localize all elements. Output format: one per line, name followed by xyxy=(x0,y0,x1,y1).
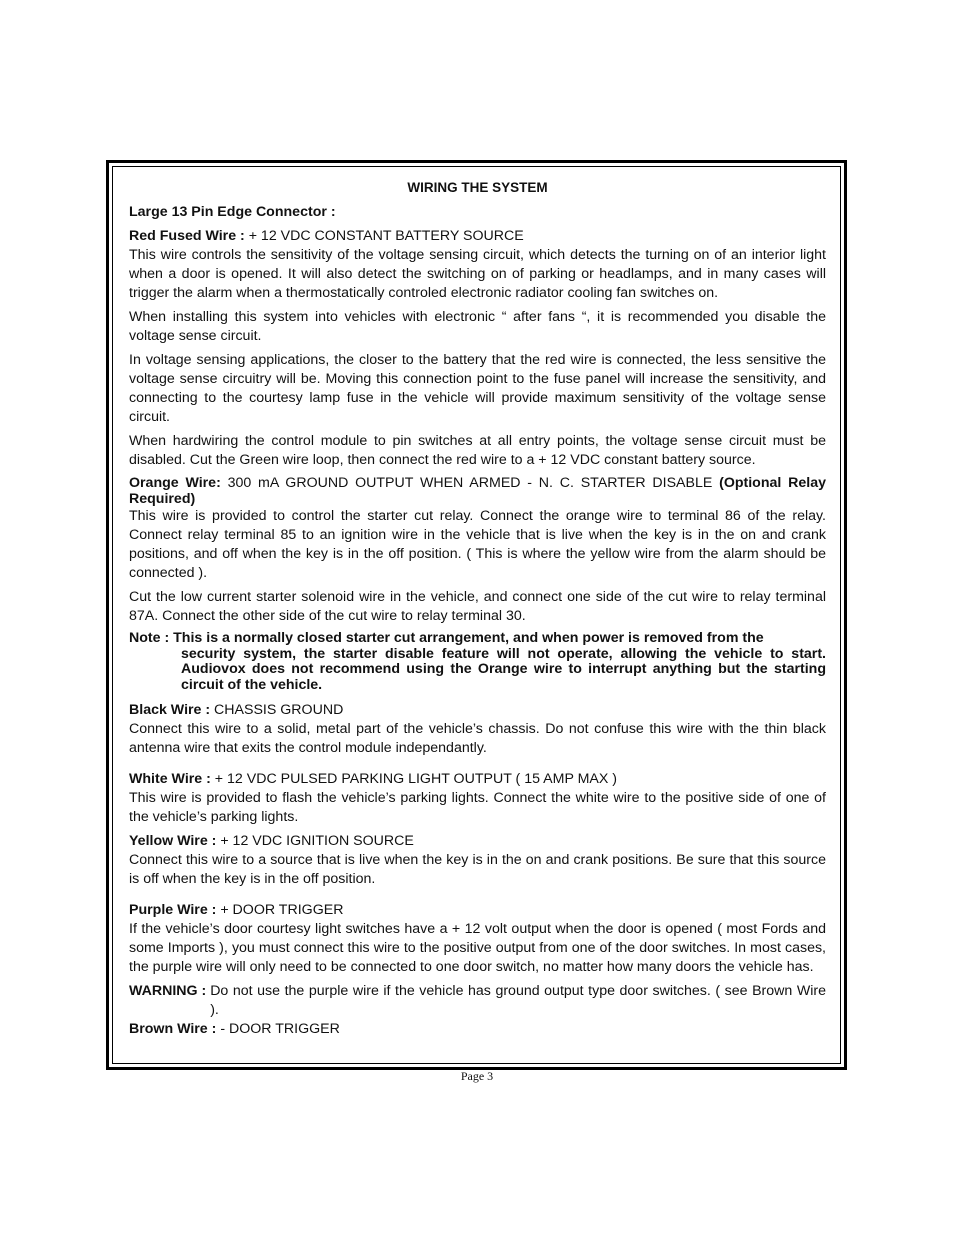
yellow-wire-spec: + 12 VDC IGNITION SOURCE xyxy=(216,833,414,849)
black-wire-label: Black Wire : xyxy=(129,702,211,718)
red-wire-label: Red Fused Wire : xyxy=(129,228,245,244)
note-text-rest: security system, the starter disable feature will not operate, allowing the vehicle to start. Audiovox does not recommend using the Orange wire to interrupt anything but the starting circuit of the vehicle. xyxy=(181,645,826,693)
brown-wire-label: Brown Wire : xyxy=(129,1021,217,1037)
brown-wire-heading xyxy=(129,1020,826,1039)
orange-wire-label: Orange Wire: xyxy=(129,475,221,491)
note-text-first: This is a normally closed starter cut arrangement, and when power is removed from the xyxy=(173,630,764,646)
white-wire-paragraph: This wire is provided to flash the vehicle’s parking lights. Connect the white wire to the positive side of one of the vehicle’s parking lights. xyxy=(129,790,826,825)
brown-wire-spec: - DOOR TRIGGER xyxy=(216,1021,340,1037)
yellow-wire-label: Yellow Wire : xyxy=(129,833,217,849)
red-wire-paragraph-3: In voltage sensing applications, the closer to the battery that the red wire is connected, the less sensitive the voltage sense circuitry will be. Moving this connection point to the fuse panel will increase the sensitivity, and connecting to the courtesy lamp fuse in the vehicle will provide maximum sensitivity of the voltage sense circuit. xyxy=(129,352,826,425)
red-wire-paragraph-1: This wire controls the sensitivity of the voltage sensing circuit, which detects the turning on of an interior light when a door is opened. It will also detect the switching on of parking or headlamps, and in many cases will trigger the alarm when a thermostatically controled electronic radiator cooling fan switches on. xyxy=(129,247,826,301)
red-wire-paragraph-2: When installing this system into vehicles with electronic “ after fans “, it is recommended you disable the voltage sense circuit. xyxy=(129,309,826,344)
white-wire-label: White Wire : xyxy=(129,771,211,787)
black-wire-spec: CHASSIS GROUND xyxy=(210,702,344,718)
connector-heading: Large 13 Pin Edge Connector : xyxy=(129,204,336,220)
warning-text: Do not use the purple wire if the vehicle has ground output type door switches. ( see Brown Wire ). xyxy=(210,983,826,1018)
red-wire-paragraph-4: When hardwiring the control module to pin switches at all entry points, the voltage sense circuit must be disabled. Cut the Green wire loop, then connect the red wire to a + 12 VDC constant battery source. xyxy=(129,433,826,468)
white-wire-heading xyxy=(129,770,826,789)
orange-wire-spec-bold: (Optional Relay Required) xyxy=(129,475,826,507)
yellow-wire-paragraph: Connect this wire to a source that is live when the key is in the on and crank positions. Be sure that this source is off when the key is in the off position. xyxy=(129,852,826,887)
orange-wire-paragraph-1: This wire is provided to control the starter cut relay. Connect the orange wire to terminal 86 of the relay. Connect relay terminal 85 to an ignition wire in the vehicle that is live when the key is in the on and crank positions, and off when the key is in the off position. ( This is where the yellow wire from the alarm should be connected ). xyxy=(129,508,826,581)
yellow-wire-heading xyxy=(129,832,826,851)
purple-wire-spec: + DOOR TRIGGER xyxy=(216,902,344,918)
black-wire-heading xyxy=(129,701,826,720)
content-box xyxy=(112,166,841,1064)
orange-wire-spec: 300 mA GROUND OUTPUT WHEN ARMED - N. C. STARTER DISABLE xyxy=(220,475,720,491)
note-block xyxy=(129,631,826,693)
warning-label: WARNING : xyxy=(129,983,211,999)
purple-wire-heading xyxy=(129,901,826,920)
warning-block xyxy=(129,982,826,1020)
note-first-line xyxy=(129,631,826,647)
red-wire-heading xyxy=(129,227,826,246)
purple-wire-paragraph: If the vehicle’s door courtesy light switches have a + 12 volt output when the door is opened ( most Fords and some Imports ), you must connect this wire to the positive output from one of the door switches. In most cases, the purple wire will only need to be connected to one door switch, no matter how many doors the vehicle has. xyxy=(129,921,826,975)
note-label: Note : xyxy=(129,630,174,646)
orange-wire-heading xyxy=(129,475,826,507)
section-title: WIRING THE SYSTEM xyxy=(407,180,548,195)
red-wire-spec: + 12 VDC CONSTANT BATTERY SOURCE xyxy=(244,228,524,244)
purple-wire-label: Purple Wire : xyxy=(129,902,217,918)
page-border xyxy=(106,160,847,1070)
orange-wire-paragraph-2: Cut the low current starter solenoid wire in the vehicle, and connect one side of the cut wire to relay terminal 87A. Connect the other side of the cut wire to relay terminal 30. xyxy=(129,589,826,624)
black-wire-paragraph: Connect this wire to a solid, metal part of the vehicle’s chassis. Do not confuse this wire with the thin black antenna wire that exits the control module independantly. xyxy=(129,721,826,756)
white-wire-spec: + 12 VDC PULSED PARKING LIGHT OUTPUT ( 15 AMP MAX ) xyxy=(210,771,618,787)
page-number: Page 3 xyxy=(460,1069,494,1083)
